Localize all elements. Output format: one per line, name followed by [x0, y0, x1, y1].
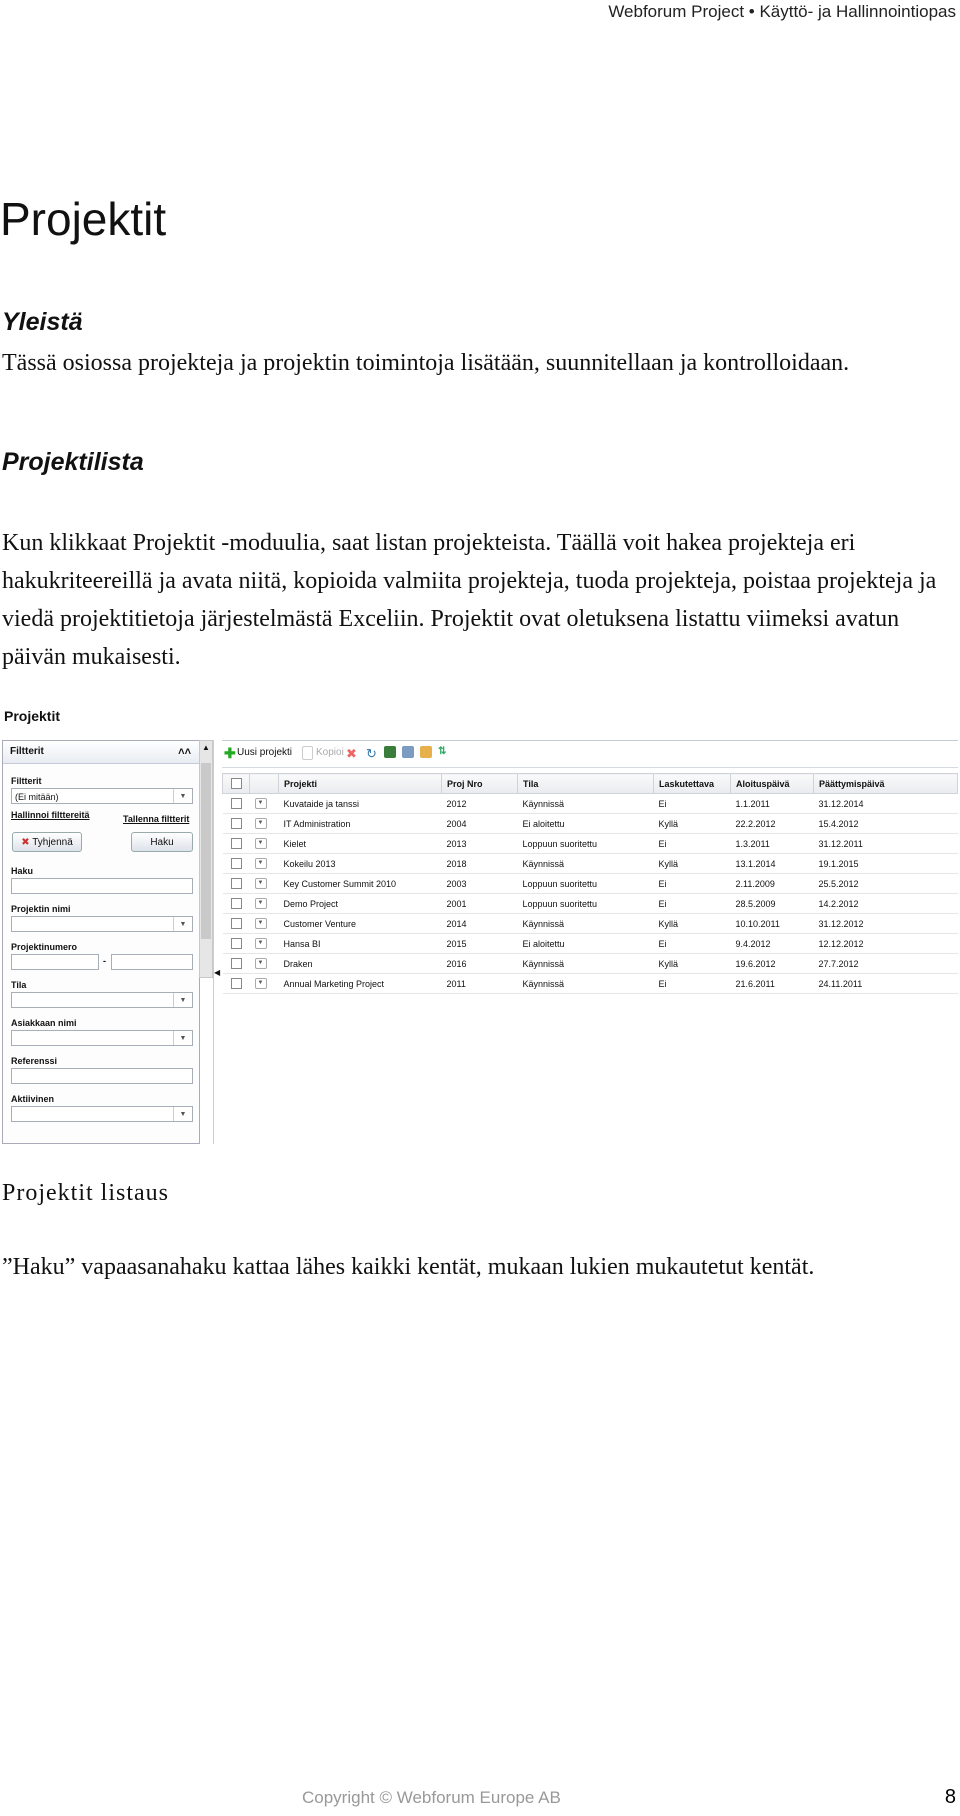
cell-start-date: 21.6.2011 — [731, 974, 814, 994]
save-filters-link[interactable]: Tallenna filtterit — [123, 814, 190, 824]
cell-status: Loppuun suoritettu — [518, 834, 654, 854]
column-header-status[interactable]: Tila — [518, 774, 654, 794]
column-header-end-date[interactable]: Päättymispäivä — [814, 774, 958, 794]
checkbox[interactable] — [231, 958, 242, 969]
columns-icon[interactable] — [420, 746, 432, 758]
footer-copyright: Copyright © Webforum Europe AB — [302, 1788, 561, 1807]
table-row[interactable] — [223, 814, 958, 834]
active-select[interactable] — [11, 1106, 193, 1122]
checkbox[interactable] — [231, 858, 242, 869]
cell-billable: Kyllä — [654, 854, 731, 874]
cell-project-number: 2001 — [442, 894, 518, 914]
row-checkbox-cell[interactable] — [223, 854, 250, 874]
cell-project[interactable]: Draken — [279, 954, 442, 974]
cell-end-date: 31.12.2012 — [814, 914, 958, 934]
sort-icon[interactable]: ⇅ — [438, 746, 447, 757]
chevron-down-icon[interactable]: ▼ — [255, 938, 267, 949]
cell-billable: Ei — [654, 834, 731, 854]
delete-icon[interactable]: ✖ — [346, 746, 357, 761]
cell-start-date: 19.6.2012 — [731, 954, 814, 974]
checkbox[interactable] — [231, 918, 242, 929]
table-row[interactable] — [223, 954, 958, 974]
clear-button-label: Tyhjennä — [32, 837, 73, 848]
field-label-reference: Referenssi — [11, 1056, 58, 1066]
cell-start-date: 9.4.2012 — [731, 934, 814, 954]
grid-toolbar — [222, 741, 958, 768]
filter-select[interactable] — [11, 788, 193, 804]
cell-start-date: 1.1.2011 — [731, 794, 814, 814]
cell-start-date: 28.5.2009 — [731, 894, 814, 914]
cell-project[interactable]: Kokeilu 2013 — [279, 854, 442, 874]
section-heading-yleista: Yleistä — [2, 308, 83, 336]
row-menu-cell[interactable] — [250, 834, 279, 854]
cell-status: Loppuun suoritettu — [518, 894, 654, 914]
checkbox[interactable] — [231, 898, 242, 909]
chevron-down-icon[interactable]: ▼ — [255, 898, 267, 909]
projects-grid — [222, 740, 958, 1145]
cell-project-number: 2004 — [442, 814, 518, 834]
project-number-from-input[interactable] — [11, 954, 99, 970]
cell-end-date: 14.2.2012 — [814, 894, 958, 914]
chevron-down-icon[interactable]: ▼ — [255, 858, 267, 869]
row-menu-cell[interactable] — [250, 854, 279, 874]
cell-status: Ei aloitettu — [518, 934, 654, 954]
row-menu-column — [250, 774, 279, 794]
cell-billable: Ei — [654, 874, 731, 894]
cell-end-date: 24.11.2011 — [814, 974, 958, 994]
cell-project-number: 2003 — [442, 874, 518, 894]
section-text-yleista: Tässä osiossa projekteja ja projektin toimintoja lisätään, suunnitellaan ja kontrolloidaan. — [2, 350, 850, 376]
filter-select-label: Filtterit — [11, 776, 42, 786]
checkbox[interactable] — [231, 798, 242, 809]
cell-start-date: 22.2.2012 — [731, 814, 814, 834]
page-title: Projektit — [0, 193, 167, 245]
column-header-start-date[interactable]: Aloituspäivä — [731, 774, 814, 794]
table-row[interactable] — [223, 854, 958, 874]
project-name-select[interactable] — [11, 916, 193, 932]
plus-icon: ✚ — [224, 745, 236, 761]
search-input[interactable] — [11, 878, 193, 894]
excel-export-icon[interactable] — [384, 746, 396, 758]
projects-table-body — [223, 794, 958, 994]
section-heading-projektilista: Projektilista — [2, 448, 144, 476]
cell-status: Loppuun suoritettu — [518, 874, 654, 894]
table-row[interactable] — [223, 874, 958, 894]
cell-project-number: 2018 — [442, 854, 518, 874]
row-checkbox-cell[interactable] — [223, 894, 250, 914]
table-row[interactable] — [223, 934, 958, 954]
reference-input[interactable] — [11, 1068, 193, 1084]
panel-collapse-handle[interactable] — [213, 740, 222, 1144]
chevron-down-icon: ▼ — [173, 917, 192, 931]
cell-billable: Ei — [654, 894, 731, 914]
range-separator: - — [103, 956, 106, 966]
field-label-project-name: Projektin nimi — [11, 904, 71, 914]
broom-icon: ✖ — [21, 837, 30, 848]
select-all-checkbox[interactable] — [223, 774, 250, 794]
table-row[interactable] — [223, 834, 958, 854]
cell-billable: Ei — [654, 974, 731, 994]
projects-screenshot — [0, 702, 958, 1144]
table-row[interactable] — [223, 894, 958, 914]
cell-start-date: 2.11.2009 — [731, 874, 814, 894]
scroll-up-icon[interactable]: ▲ — [202, 743, 210, 752]
cell-status: Käynnissä — [518, 854, 654, 874]
search-button[interactable] — [131, 832, 193, 852]
filter-select-value: (Ei mitään) — [15, 792, 59, 802]
cell-start-date: 10.10.2011 — [731, 914, 814, 934]
table-header-row — [223, 774, 958, 794]
cell-start-date: 1.3.2011 — [731, 834, 814, 854]
screenshot-title: Projektit — [4, 708, 61, 724]
row-menu-cell[interactable] — [250, 874, 279, 894]
filter-panel — [2, 740, 200, 1144]
filter-scrollbar[interactable] — [199, 740, 213, 978]
haku-description: ”Haku” vapaasanahaku kattaa lähes kaikki kentät, mukaan lukien mukautetut kentät. — [2, 1254, 815, 1280]
section-text-projektilista: Kun klikkaat Projektit -moduulia, saat listan projekteista. Täällä voit hakea projekteja eri hakukriteereillä ja avata niitä, kopioida valmiita projekteja, tuoda projekteja, poistaa projekteja ja viedä projektitietoja järjestelmästä Exceliin. Projektit ovat oletuksena listattu viimeksi avatun päivän mukaisesti. — [2, 530, 937, 670]
cell-project[interactable]: Demo Project — [279, 894, 442, 914]
cell-project[interactable]: Kielet — [279, 834, 442, 854]
row-checkbox-cell[interactable] — [223, 794, 250, 814]
column-header-billable[interactable]: Laskutettava — [654, 774, 731, 794]
row-menu-cell[interactable] — [250, 954, 279, 974]
checkbox[interactable] — [231, 778, 242, 789]
row-checkbox-cell[interactable] — [223, 974, 250, 994]
checkbox[interactable] — [231, 978, 242, 989]
cell-end-date: 31.12.2014 — [814, 794, 958, 814]
status-select[interactable] — [11, 992, 193, 1008]
chevron-down-icon[interactable]: ▼ — [255, 978, 267, 989]
chevron-down-icon: ▼ — [173, 1031, 192, 1045]
row-menu-cell[interactable] — [250, 934, 279, 954]
field-label-haku: Haku — [11, 866, 34, 876]
copy-icon — [302, 746, 313, 760]
cell-project-number: 2013 — [442, 834, 518, 854]
cell-project[interactable]: Annual Marketing Project — [279, 974, 442, 994]
cell-project[interactable]: Customer Venture — [279, 914, 442, 934]
filter-panel-body — [3, 764, 199, 1143]
scrollbar-thumb[interactable] — [201, 763, 211, 939]
cell-end-date: 12.12.2012 — [814, 934, 958, 954]
row-menu-cell[interactable] — [250, 914, 279, 934]
cell-end-date: 19.1.2015 — [814, 854, 958, 874]
cell-billable: Kyllä — [654, 814, 731, 834]
cell-project[interactable]: Key Customer Summit 2010 — [279, 874, 442, 894]
cell-project-number: 2016 — [442, 954, 518, 974]
refresh-icon[interactable]: ↻ — [366, 746, 377, 761]
chevron-down-icon: ▼ — [173, 789, 192, 803]
clear-button[interactable] — [12, 832, 82, 852]
chevron-down-icon[interactable]: ▼ — [255, 818, 267, 829]
cell-status: Käynnissä — [518, 954, 654, 974]
row-menu-cell[interactable] — [250, 814, 279, 834]
cell-billable: Ei — [654, 794, 731, 814]
row-checkbox-cell[interactable] — [223, 874, 250, 894]
search-button-label: Haku — [150, 837, 174, 848]
cell-status: Ei aloitettu — [518, 814, 654, 834]
cell-end-date: 15.4.2012 — [814, 814, 958, 834]
checkbox[interactable] — [231, 938, 242, 949]
screenshot-caption: Projektit listaus — [2, 1180, 169, 1206]
manage-filters-link[interactable]: Hallinnoi filttereitä — [11, 810, 90, 820]
cell-project[interactable]: Hansa BI — [279, 934, 442, 954]
field-label-project-number: Projektinumero — [11, 942, 78, 952]
checkbox[interactable] — [231, 838, 242, 849]
new-project-button[interactable]: Uusi projekti — [237, 747, 293, 758]
cell-project[interactable]: Kuvataide ja tanssi — [279, 794, 442, 814]
chevron-down-icon: ▼ — [173, 993, 192, 1007]
row-menu-cell[interactable] — [250, 894, 279, 914]
chevron-down-icon: ▼ — [173, 1107, 192, 1121]
table-row[interactable] — [223, 974, 958, 994]
cell-end-date: 31.12.2011 — [814, 834, 958, 854]
cell-status: Käynnissä — [518, 794, 654, 814]
checkbox[interactable] — [231, 818, 242, 829]
cell-status: Käynnissä — [518, 974, 654, 994]
cell-status: Käynnissä — [518, 914, 654, 934]
cell-end-date: 25.5.2012 — [814, 874, 958, 894]
double-chevron-up-icon[interactable]: ˄˄ — [178, 746, 191, 758]
checkbox[interactable] — [231, 878, 242, 889]
customer-name-select[interactable] — [11, 1030, 193, 1046]
table-row[interactable] — [223, 794, 958, 814]
cell-billable: Kyllä — [654, 954, 731, 974]
cell-end-date: 27.7.2012 — [814, 954, 958, 974]
table-row[interactable] — [223, 914, 958, 934]
field-label-active: Aktiivinen — [11, 1094, 55, 1104]
cell-project-number: 2011 — [442, 974, 518, 994]
row-checkbox-cell[interactable] — [223, 934, 250, 954]
chevron-down-icon[interactable]: ▼ — [255, 878, 267, 889]
row-menu-cell[interactable] — [250, 794, 279, 814]
filter-panel-title: Filtterit — [10, 746, 44, 757]
cell-project-number: 2012 — [442, 794, 518, 814]
chevron-down-icon[interactable]: ▼ — [255, 958, 267, 969]
running-header: Webforum Project • Käyttö- ja Hallinnointiopas — [608, 2, 956, 21]
project-number-to-input[interactable] — [111, 954, 193, 970]
chevron-down-icon[interactable]: ▼ — [255, 918, 267, 929]
cell-project[interactable]: IT Administration — [279, 814, 442, 834]
page-number: 8 — [944, 1786, 956, 1808]
cell-start-date: 13.1.2014 — [731, 854, 814, 874]
row-checkbox-cell[interactable] — [223, 914, 250, 934]
row-checkbox-cell[interactable] — [223, 834, 250, 854]
field-label-status: Tila — [11, 980, 27, 990]
filter-panel-header — [3, 741, 199, 764]
cell-billable: Kyllä — [654, 914, 731, 934]
row-checkbox-cell[interactable] — [223, 954, 250, 974]
field-label-customer-name: Asiakkaan nimi — [11, 1018, 77, 1028]
cell-project-number: 2015 — [442, 934, 518, 954]
chevron-left-icon[interactable]: ◀ — [214, 968, 221, 977]
copy-button[interactable]: Kopioi — [316, 747, 344, 758]
column-header-project[interactable]: Projekti — [279, 774, 442, 794]
chevron-down-icon[interactable]: ▼ — [255, 798, 267, 809]
chevron-down-icon[interactable]: ▼ — [255, 838, 267, 849]
cell-billable: Ei — [654, 934, 731, 954]
import-icon[interactable] — [402, 746, 414, 758]
column-header-project-number[interactable]: Proj Nro — [442, 774, 518, 794]
projects-table — [222, 773, 958, 994]
cell-project-number: 2014 — [442, 914, 518, 934]
row-checkbox-cell[interactable] — [223, 814, 250, 834]
row-menu-cell[interactable] — [250, 974, 279, 994]
